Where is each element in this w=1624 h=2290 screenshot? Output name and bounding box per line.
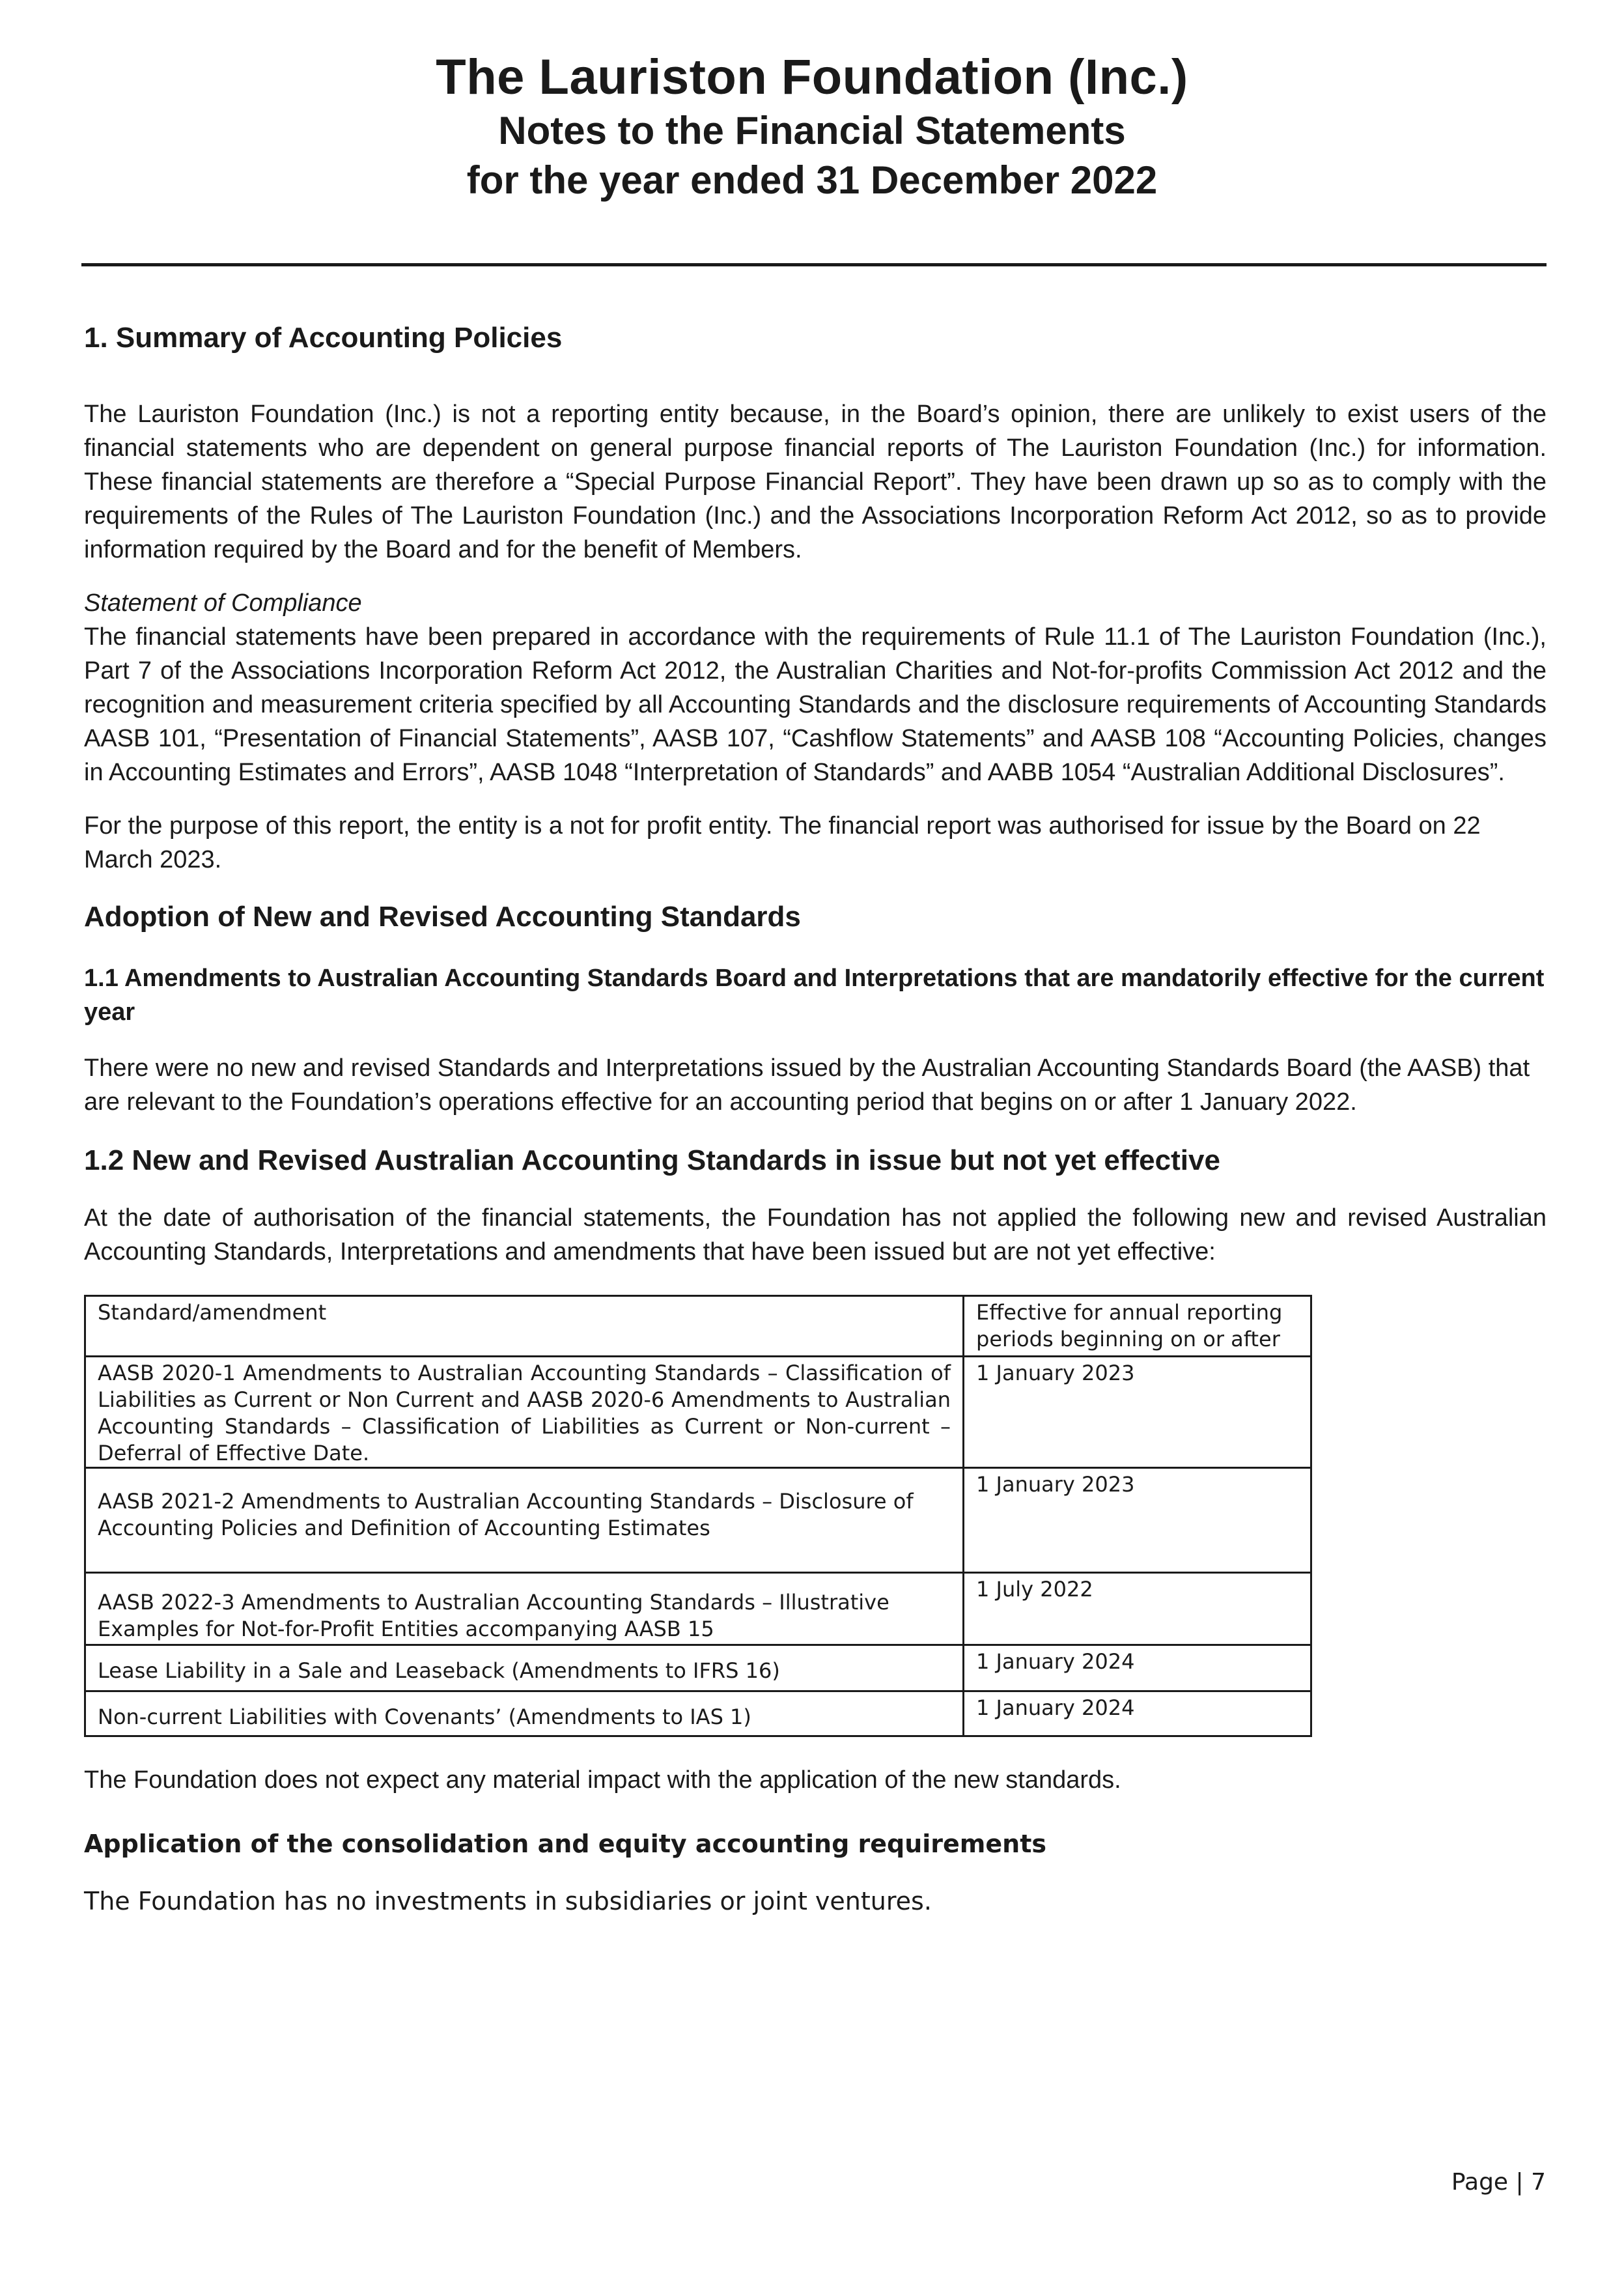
reporting-period: for the year ended 31 December 2022 [466,158,1158,202]
table-cell-standard-text: Lease Liability in a Sale and Leaseback (Amendments to IFRS 16) [98,1658,780,1683]
application-paragraph: The Foundation has no investments in subsidiaries or joint ventures. [84,1887,932,1915]
document-title: Notes to the Financial Statements [498,109,1126,152]
table-cell-standard-text: AASB 2021-2 Amendments to Australian Accounting Standards – Disclosure of Accounting Policies and Definition of Accounting Estimates [98,1489,914,1540]
section-1-2-paragraph: At the date of authorisation of the financial statements, the Foundation has not applied the following new and revised Australian Accounting Standards, Interpretations and amendments that have been issued but are not yet effective: [84,1204,1547,1265]
section-1-1-paragraph: There were no new and revised Standards and Interpretations issued by the Australian Accounting Standards Board (the AASB) that are relevant to the Foundation’s operations effective for an accounting period that begins on or after 1 January 2022. [84,1054,1530,1116]
table-cell-effective-date: 1 January 2024 [964,1645,1311,1691]
page-header [0,49,1624,205]
table-row [85,1468,1311,1573]
application-heading: Application of the consolidation and equity accounting requirements [84,1830,1047,1858]
table-cell-standard-text: AASB 2022-3 Amendments to Australian Accounting Standards – Illustrative Examples for Not-for-Profit Entities accompanying AASB 15 [98,1590,889,1641]
table-header-cell: Effective for annual reporting periods beginning on or after [964,1296,1311,1357]
table-cell-effective-date: 1 January 2023 [964,1357,1311,1468]
table-row [85,1357,1311,1468]
table-header-cell: Standard/amendment [85,1296,964,1357]
section-1-1-heading: 1.1 Amendments to Australian Accounting Standards Board and Interpretations that are mandatorily effective for the current year [84,965,1545,1026]
compliance-paragraph: The financial statements have been prepared in accordance with the requirements of Rule 11.1 of The Lauriston Foundation (Inc.), Part 7 of the Associations Incorporation Reform Act 2012, the Australian Charities and Not-for-profits Commission Act 2012 and the recognition and measurement criteria specified by all Accounting Standards and the disclosure requirements of Accounting Standards AASB 101, “Presentation of Financial Statements”, AASB 107, “Cashflow Statements” and AASB 108 “Accounting Policies, changes in Accounting Estimates and Errors”, AASB 1048 “Interpretation of Standards” and AABB 1054 “Australian Additional Disclosures”. [84,623,1547,786]
table-cell-effective-date: 1 January 2024 [964,1691,1311,1736]
table-row [85,1573,1311,1645]
header-divider [81,263,1547,266]
standards-table [84,1295,1312,1737]
table-cell-standard [85,1691,964,1736]
table-row [85,1691,1311,1736]
section-1-2-heading: 1.2 New and Revised Australian Accounting Standards in issue but not yet effective [84,1144,1220,1176]
section-title: 1. Summary of Accounting Policies [84,322,563,354]
reporting-entity-paragraph: The Lauriston Foundation (Inc.) is not a reporting entity because, in the Board’s opinion, there are unlikely to exist users of the financial statements who are dependent on general purpose financial reports of The Lauriston Foundation (Inc.) for information. These financial statements are therefore a “Special Purpose Financial Report”. They have been drawn up so as to comply with the requirements of the Rules of The Lauriston Foundation (Inc.) and the Associations Incorporation Reform Act 2012, so as to provide information required by the Board and for the benefit of Members. [84,401,1547,563]
table-cell-standard [85,1468,964,1573]
table-cell-standard: AASB 2020-1 Amendments to Australian Accounting Standards – Classification of Liabilities as Current or Non Current and AASB 2020-6 Amendments to Australian Accounting Standards – Classification of Liabilities as Current or Non-current – Deferral of Effective Date. [85,1357,964,1468]
table-cell-effective-date: 1 January 2023 [964,1468,1311,1573]
table-row [85,1645,1311,1691]
authorisation-paragraph: For the purpose of this report, the entity is a not for profit entity. The financial report was authorised for issue by the Board on 22 March 2023. [84,812,1481,873]
impact-statement: The Foundation does not expect any material impact with the application of the new standards. [84,1766,1121,1794]
table-cell-standard [85,1573,964,1645]
page-content [84,320,1547,1918]
table-cell-effective-date: 1 July 2022 [964,1573,1311,1645]
organization-title: The Lauriston Foundation (Inc.) [436,49,1188,105]
table-cell-standard-text: Non-current Liabilities with Covenants’ (Amendments to IAS 1) [98,1704,751,1729]
table-cell-standard [85,1645,964,1691]
compliance-heading: Statement of Compliance [84,589,362,617]
page-number: Page | 7 [1451,2169,1546,2196]
table-header-row [85,1296,1311,1357]
adoption-heading: Adoption of New and Revised Accounting Standards [84,901,801,933]
